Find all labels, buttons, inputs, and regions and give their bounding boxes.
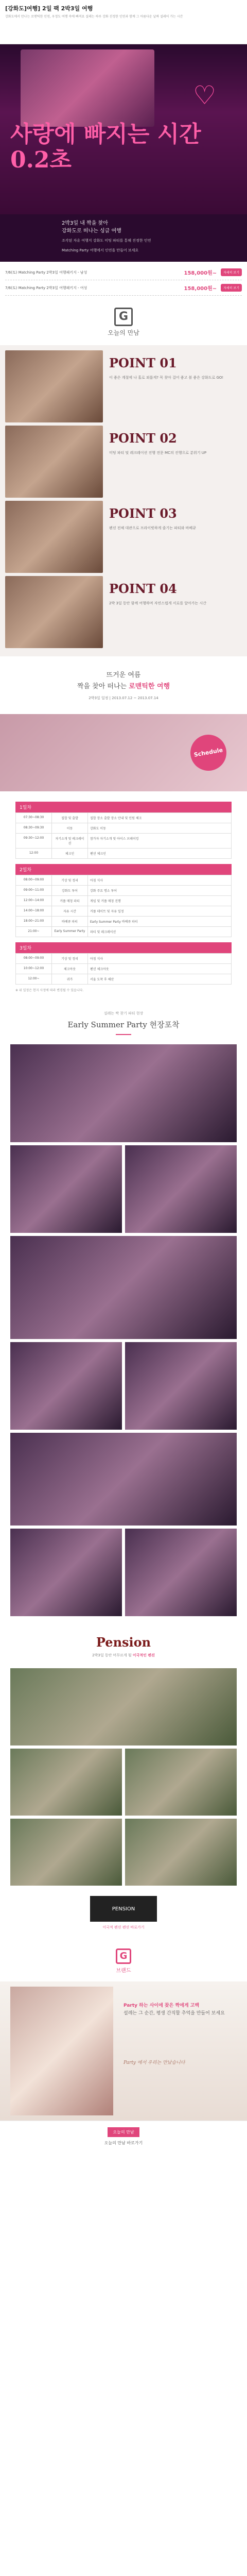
- table-row: [16, 906, 232, 917]
- schedule-name: 바베큐 파티: [52, 917, 88, 927]
- point-item: [5, 426, 242, 498]
- table-row: [16, 834, 232, 849]
- point-title: POINT 03: [109, 506, 177, 521]
- schedule-desc: 펜션 체크인: [88, 849, 232, 859]
- schedule-name: 강화도 투어: [52, 886, 88, 896]
- price-label: 7/6(토) Matching Party 2박3일 여행패키지 - 남성: [5, 270, 87, 275]
- schedule-desc: 참가자 자기소개 및 아이스 브레이킹: [88, 834, 232, 849]
- schedule-desc: 커플 데이트 및 자유 일정: [88, 906, 232, 917]
- schedule-note: ※ 위 일정은 현지 사정에 따라 변경될 수 있습니다.: [15, 989, 84, 992]
- schedule-time: 21:00~: [16, 927, 52, 937]
- pension-desc-text: 2박3일 동안 머무르게 될: [92, 1653, 133, 1657]
- brand-hero-signature: Party 에서 우리는 만났습니다: [123, 2060, 185, 2065]
- schedule-desc: 아침 식사: [88, 954, 232, 964]
- brand-section: [0, 1940, 247, 1981]
- footer-logo[interactable]: 오늘의 만남: [108, 2127, 139, 2137]
- point-item: [5, 576, 242, 648]
- table-row: [16, 813, 232, 823]
- schedule-banner: [0, 714, 247, 791]
- schedule-name: Early Summer Party: [52, 927, 88, 937]
- schedule-time: 12:00~14:00: [16, 896, 52, 906]
- hero-photo: [21, 49, 154, 127]
- intro-line2-text: 짝을 찾아 떠나는: [77, 683, 129, 690]
- gallery-photo: [10, 1529, 122, 1616]
- gallery-photo: [10, 1044, 237, 1142]
- schedule-desc: 강화도 이동: [88, 823, 232, 834]
- schedule-day-label: 2일차: [15, 864, 232, 875]
- schedule-stamp: Schedule: [187, 732, 229, 773]
- couple-photo: [10, 1987, 113, 2115]
- brand-logo-label: 오늘의 만남: [108, 329, 139, 336]
- price-list: [0, 262, 247, 299]
- gallery-photo: [125, 1342, 237, 1430]
- schedule-name: 기상 및 정리: [52, 875, 88, 886]
- hero-line3: 조각된 자유 여행지 강화도 미팅 파티를 통해 진정한 인연: [62, 239, 151, 243]
- point-image: [5, 501, 103, 573]
- pension-logo[interactable]: PENSION: [90, 1896, 157, 1922]
- top-header: [0, 0, 247, 44]
- detail-button[interactable]: 자세히 보기: [221, 268, 242, 276]
- schedule-desc: Early Summer Party 바베큐 파티: [88, 917, 232, 927]
- schedule-desc: 게임 및 커플 매칭 진행: [88, 896, 232, 906]
- brand-logo-section: [0, 299, 247, 345]
- gallery-photo: [10, 1145, 122, 1233]
- divider: [116, 1034, 131, 1035]
- brand-hero: [0, 1981, 247, 2121]
- pension-logo-block: [0, 1891, 247, 1940]
- pension-desc: [10, 1653, 237, 1658]
- points-section: [0, 345, 247, 656]
- intro-section: [0, 656, 247, 714]
- table-row: [16, 823, 232, 834]
- point-image: [5, 576, 103, 648]
- gallery-photo: [10, 1342, 122, 1430]
- pension-photo: [10, 1749, 122, 1816]
- schedule-name: 자유 시간: [52, 906, 88, 917]
- intro-line2: [10, 681, 237, 692]
- brand-hero-line1: Party 하는 사이에 찾은 짝에게 고백: [123, 2003, 200, 2008]
- point-text: 미팅 파티 및 레크레이션 진행 전문 MC의 진행으로 분위기 UP: [109, 451, 207, 455]
- gallery-photo: [10, 1433, 237, 1526]
- schedule-time: 09:00~11:00: [16, 886, 52, 896]
- point-title: POINT 01: [109, 355, 177, 370]
- point-text: 펜션 전체 대관으로 프라이빗하게 즐기는 파티와 바베큐: [109, 526, 196, 530]
- table-row: [16, 964, 232, 974]
- schedule-time: 14:00~18:00: [16, 906, 52, 917]
- schedule-time: 12:00~: [16, 974, 52, 985]
- schedule-time: 08:00~09:00: [16, 875, 52, 886]
- table-row: [16, 927, 232, 937]
- price-row: [5, 265, 242, 280]
- brand-icon: G: [116, 1948, 131, 1964]
- schedule-desc: 파티 및 레크레이션: [88, 927, 232, 937]
- schedule-name: 귀가: [52, 974, 88, 985]
- point-title: POINT 04: [109, 581, 177, 596]
- price-label: 7/6(토) Matching Party 2박3일 여행패키지 - 여성: [5, 285, 87, 290]
- schedule-name: 커플 매칭 파티: [52, 896, 88, 906]
- schedule-tables: [0, 791, 247, 997]
- detail-button[interactable]: 자세히 보기: [221, 284, 242, 292]
- party-title: Early Summer Party 현장포착: [67, 1020, 180, 1029]
- schedule-desc: 집합 장소 출발 장소 안내 및 인원 체크: [88, 813, 232, 823]
- intro-line2-highlight: 로맨틱한 여행: [129, 683, 170, 690]
- pension-link[interactable]: 이국적 펜션 펜션 바로가기: [102, 1925, 145, 1929]
- pension-photo: [125, 1749, 237, 1816]
- pension-section-header: [0, 1619, 247, 1663]
- price-row: [5, 280, 242, 296]
- pension-photo: [125, 1819, 237, 1886]
- pension-desc-highlight: 이국적인 펜션: [132, 1653, 155, 1657]
- brand-hero-line2: 설레는 그 순간, 평생 간직할 추억을 만들어 보세요: [123, 2011, 225, 2016]
- point-text: 2박 3일 동안 함께 여행하며 자연스럽게 서로를 알아가는 시간: [109, 601, 206, 605]
- brand-logo-icon: G: [114, 308, 133, 326]
- table-row: [16, 886, 232, 896]
- pension-photo: [10, 1819, 122, 1886]
- pension-photo: [10, 1668, 237, 1745]
- party-section-header: [0, 997, 247, 1044]
- schedule-name: 자기소개 및 레크레이션: [52, 834, 88, 849]
- schedule-name: 집합 및 출발: [52, 813, 88, 823]
- schedule-time: 09:30~12:00: [16, 834, 52, 849]
- table-row: [16, 954, 232, 964]
- schedule-name: 기상 및 정리: [52, 954, 88, 964]
- schedule-desc: 펜션 체크아웃: [88, 964, 232, 974]
- schedule-day-label: 1일차: [15, 802, 232, 812]
- schedule-time: 08:00~09:00: [16, 954, 52, 964]
- point-image: [5, 426, 103, 498]
- schedule-time: 07:30~08:30: [16, 813, 52, 823]
- table-row: [16, 875, 232, 886]
- schedule-desc: 서울 도착 후 해산: [88, 974, 232, 985]
- schedule-day-label: 3일차: [15, 942, 232, 953]
- schedule-name: 체크아웃: [52, 964, 88, 974]
- point-title: POINT 02: [109, 431, 177, 446]
- brand-hero-text: [123, 2002, 237, 2018]
- intro-line1: 뜨거운 여름: [106, 671, 141, 679]
- footer: [0, 2121, 247, 2151]
- footer-link[interactable]: 오늘의 만남 바로가기: [104, 2140, 143, 2145]
- hero-headline: 사랑에 빠지는 시간 0.2초: [10, 121, 201, 173]
- gallery-photo: [10, 1236, 237, 1339]
- hero-line4: Matching Party 여행에서 인연을 만들어 보세요: [62, 248, 139, 252]
- schedule-time: 12:00: [16, 849, 52, 859]
- table-row: [16, 849, 232, 859]
- table-row: [16, 896, 232, 906]
- hero-subtext: [0, 214, 247, 262]
- heart-icon: ♡: [193, 80, 216, 110]
- schedule-time: 08:30~09:30: [16, 823, 52, 834]
- schedule-desc: 아침 식사: [88, 875, 232, 886]
- schedule-name: 체크인: [52, 849, 88, 859]
- pension-title: Pension: [96, 1635, 151, 1650]
- party-gallery: [0, 1044, 247, 1616]
- schedule-time: 10:00~12:00: [16, 964, 52, 974]
- point-text: 이 좋은 계절에 나 홀로 외롭게? 꼭 찾아 걸어 좋고 볼 좋은 강화도로 GO!: [109, 376, 224, 380]
- table-row: [16, 974, 232, 985]
- schedule-time: 18:00~21:00: [16, 917, 52, 927]
- intro-dates: 2박3일 일정 | 2013.07.12 ~ 2013.07.14: [89, 696, 158, 700]
- brand-label: 브랜드: [116, 1968, 131, 1974]
- page-title: [강화도]여행] 2일 팩 2박3일 여행: [5, 5, 93, 12]
- page-subtitle: 강화도에서 만나는 로맨틱한 인연, 우정도 여행 속에 빠져요 설레는 하루 강화 진정한 인연과 함께 그 아름다운 날짜 설레어 가는 시간: [5, 15, 183, 19]
- price-value: 158,000원~: [184, 286, 217, 292]
- point-image: [5, 350, 103, 422]
- hero-line2: 강화도로 떠나는 싱글 여행: [62, 228, 121, 234]
- schedule-desc: 강화 주요 명소 투어: [88, 886, 232, 896]
- point-item: [5, 501, 242, 573]
- schedule-table: [15, 812, 232, 859]
- price-value: 158,000원~: [184, 270, 217, 276]
- point-item: [5, 350, 242, 422]
- gallery-photo: [125, 1529, 237, 1616]
- schedule-name: 이동: [52, 823, 88, 834]
- gallery-photo: [125, 1145, 237, 1233]
- schedule-table: [15, 953, 232, 985]
- party-subtitle: 설레는 짝 찾기 파티 현장: [103, 1011, 144, 1015]
- hero-line1: 2박3일 내 짝을 찾아: [62, 221, 108, 226]
- schedule-table: [15, 875, 232, 937]
- hero-banner: [0, 44, 247, 214]
- table-row: [16, 917, 232, 927]
- pension-gallery: [0, 1663, 247, 1891]
